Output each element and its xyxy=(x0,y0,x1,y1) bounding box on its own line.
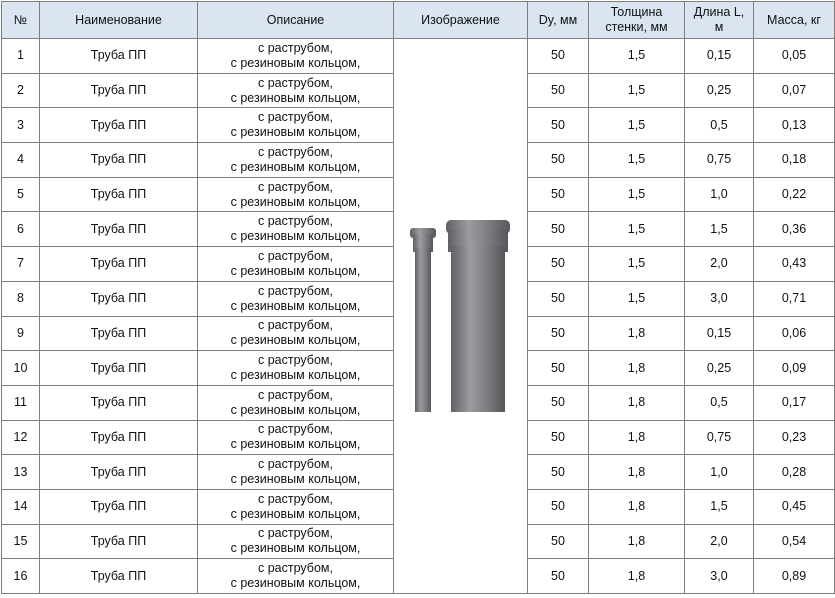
row-description-cell xyxy=(198,73,394,108)
header-row xyxy=(2,2,835,39)
description-line-2: с резиновым кольцом, xyxy=(230,333,361,348)
row-number-cell: 9 xyxy=(2,316,40,351)
row-length-cell: 3,0 xyxy=(685,281,754,316)
row-dy-cell: 50 xyxy=(528,455,589,490)
description-line-2: с резиновым кольцом, xyxy=(230,541,361,556)
row-description-cell xyxy=(198,489,394,524)
row-length-cell: 0,15 xyxy=(685,316,754,351)
row-length-cell: 0,25 xyxy=(685,351,754,386)
description-line-2: с резиновым кольцом, xyxy=(230,506,361,521)
header-name: Наименование xyxy=(40,2,198,39)
row-mass-cell: 0,17 xyxy=(754,385,835,420)
description-line-2: с резиновым кольцом, xyxy=(230,402,361,417)
row-mass-cell: 0,43 xyxy=(754,247,835,282)
description-line-2: с резиновым кольцом, xyxy=(230,159,361,174)
header-num: № xyxy=(2,2,40,39)
description-line-2: с резиновым кольцом, xyxy=(230,368,361,383)
row-mass-cell: 0,45 xyxy=(754,489,835,524)
row-wall-cell: 1,5 xyxy=(589,212,685,247)
row-number-cell: 7 xyxy=(2,247,40,282)
row-description-cell xyxy=(198,316,394,351)
row-length-cell: 3,0 xyxy=(685,559,754,594)
row-dy-cell: 50 xyxy=(528,108,589,143)
row-dy-cell: 50 xyxy=(528,143,589,178)
row-length-cell: 1,0 xyxy=(685,177,754,212)
row-name-cell: Труба ПП xyxy=(40,316,198,351)
description-line-2: с резиновым кольцом, xyxy=(230,55,361,70)
row-dy-cell: 50 xyxy=(528,281,589,316)
row-wall-cell: 1,8 xyxy=(589,489,685,524)
row-mass-cell: 0,71 xyxy=(754,281,835,316)
header-wall-line-2: стенки, мм xyxy=(605,20,668,34)
description-line-2: с резиновым кольцом, xyxy=(230,229,361,244)
header-length-line-2: м xyxy=(714,20,724,34)
description-line-2: с резиновым кольцом, xyxy=(230,437,361,452)
row-description-cell xyxy=(198,281,394,316)
description-line-1: с раструбом, xyxy=(258,353,333,368)
row-number-cell: 12 xyxy=(2,420,40,455)
description-line-1: с раструбом, xyxy=(258,422,333,437)
description-line-1: с раструбом, xyxy=(258,248,333,263)
row-name-cell: Труба ПП xyxy=(40,177,198,212)
row-description-cell xyxy=(198,524,394,559)
row-wall-cell: 1,5 xyxy=(589,73,685,108)
row-wall-cell: 1,5 xyxy=(589,177,685,212)
description-line-1: с раструбом, xyxy=(258,526,333,541)
row-wall-cell: 1,8 xyxy=(589,385,685,420)
row-number-cell: 5 xyxy=(2,177,40,212)
row-description-cell xyxy=(198,455,394,490)
row-name-cell: Труба ПП xyxy=(40,108,198,143)
header-description: Описание xyxy=(198,2,394,39)
row-name-cell: Труба ПП xyxy=(40,39,198,74)
header-length xyxy=(685,2,754,39)
row-number-cell: 2 xyxy=(2,73,40,108)
row-dy-cell: 50 xyxy=(528,73,589,108)
description-line-1: с раструбом, xyxy=(258,387,333,402)
row-length-cell: 0,15 xyxy=(685,39,754,74)
description-line-1: с раструбом, xyxy=(258,40,333,55)
description-line-1: с раструбом, xyxy=(258,561,333,576)
description-line-2: с резиновым кольцом, xyxy=(230,472,361,487)
row-length-cell: 1,5 xyxy=(685,489,754,524)
row-description-cell xyxy=(198,351,394,386)
row-length-cell: 0,25 xyxy=(685,73,754,108)
row-name-cell: Труба ПП xyxy=(40,281,198,316)
row-length-cell: 1,5 xyxy=(685,212,754,247)
row-name-cell: Труба ПП xyxy=(40,212,198,247)
header-wall-line-1: Толщина xyxy=(610,5,663,19)
description-line-1: с раструбом, xyxy=(258,283,333,298)
row-length-cell: 0,75 xyxy=(685,420,754,455)
row-mass-cell: 0,23 xyxy=(754,420,835,455)
row-mass-cell: 0,05 xyxy=(754,39,835,74)
row-number-cell: 1 xyxy=(2,39,40,74)
row-name-cell: Труба ПП xyxy=(40,489,198,524)
description-line-2: с резиновым кольцом, xyxy=(230,298,361,313)
row-name-cell: Труба ПП xyxy=(40,420,198,455)
description-line-2: с резиновым кольцом, xyxy=(230,125,361,140)
row-dy-cell: 50 xyxy=(528,524,589,559)
row-wall-cell: 1,8 xyxy=(589,559,685,594)
row-name-cell: Труба ПП xyxy=(40,455,198,490)
row-wall-cell: 1,8 xyxy=(589,420,685,455)
row-wall-cell: 1,8 xyxy=(589,351,685,386)
row-length-cell: 0,5 xyxy=(685,385,754,420)
header-mass: Масса, кг xyxy=(754,2,835,39)
row-dy-cell: 50 xyxy=(528,39,589,74)
row-number-cell: 11 xyxy=(2,385,40,420)
row-wall-cell: 1,8 xyxy=(589,455,685,490)
row-name-cell: Труба ПП xyxy=(40,73,198,108)
row-mass-cell: 0,54 xyxy=(754,524,835,559)
table-header xyxy=(2,2,835,39)
row-description-cell xyxy=(198,143,394,178)
row-description-cell xyxy=(198,177,394,212)
row-number-cell: 16 xyxy=(2,559,40,594)
row-mass-cell: 0,89 xyxy=(754,559,835,594)
row-mass-cell: 0,13 xyxy=(754,108,835,143)
row-dy-cell: 50 xyxy=(528,351,589,386)
row-number-cell: 10 xyxy=(2,351,40,386)
row-dy-cell: 50 xyxy=(528,177,589,212)
row-wall-cell: 1,5 xyxy=(589,39,685,74)
pipe-spec-table xyxy=(1,1,835,594)
row-wall-cell: 1,8 xyxy=(589,524,685,559)
row-dy-cell: 50 xyxy=(528,385,589,420)
row-description-cell xyxy=(198,212,394,247)
large-pipe-icon xyxy=(446,220,510,412)
row-mass-cell: 0,18 xyxy=(754,143,835,178)
row-mass-cell: 0,36 xyxy=(754,212,835,247)
row-dy-cell: 50 xyxy=(528,316,589,351)
row-number-cell: 15 xyxy=(2,524,40,559)
description-line-2: с резиновым кольцом, xyxy=(230,263,361,278)
row-description-cell xyxy=(198,108,394,143)
row-name-cell: Труба ПП xyxy=(40,351,198,386)
row-dy-cell: 50 xyxy=(528,247,589,282)
row-name-cell: Труба ПП xyxy=(40,385,198,420)
row-description-cell xyxy=(198,247,394,282)
row-wall-cell: 1,5 xyxy=(589,247,685,282)
table-body xyxy=(2,39,835,594)
row-number-cell: 14 xyxy=(2,489,40,524)
row-description-cell xyxy=(198,420,394,455)
row-number-cell: 6 xyxy=(2,212,40,247)
row-mass-cell: 0,07 xyxy=(754,73,835,108)
row-length-cell: 2,0 xyxy=(685,247,754,282)
row-dy-cell: 50 xyxy=(528,489,589,524)
pp-pipes-icon xyxy=(406,216,516,416)
description-line-1: с раструбом, xyxy=(258,457,333,472)
row-wall-cell: 1,5 xyxy=(589,281,685,316)
header-length-line-1: Длина L, xyxy=(693,5,745,19)
row-description-cell xyxy=(198,559,394,594)
row-mass-cell: 0,28 xyxy=(754,455,835,490)
description-line-1: с раструбом, xyxy=(258,214,333,229)
row-dy-cell: 50 xyxy=(528,559,589,594)
row-length-cell: 0,5 xyxy=(685,108,754,143)
description-line-1: с раструбом, xyxy=(258,318,333,333)
table-row xyxy=(2,39,835,74)
description-line-2: с резиновым кольцом, xyxy=(230,576,361,591)
header-dy: Dy, мм xyxy=(528,2,589,39)
row-length-cell: 1,0 xyxy=(685,455,754,490)
row-mass-cell: 0,06 xyxy=(754,316,835,351)
description-line-2: с резиновым кольцом, xyxy=(230,194,361,209)
row-description-cell xyxy=(198,39,394,74)
description-line-2: с резиновым кольцом, xyxy=(230,90,361,105)
row-length-cell: 0,75 xyxy=(685,143,754,178)
description-line-1: с раструбом, xyxy=(258,110,333,125)
header-wall-thickness xyxy=(589,2,685,39)
description-line-1: с раструбом, xyxy=(258,75,333,90)
row-description-cell xyxy=(198,385,394,420)
description-line-1: с раструбом, xyxy=(258,144,333,159)
row-name-cell: Труба ПП xyxy=(40,524,198,559)
row-length-cell: 2,0 xyxy=(685,524,754,559)
description-line-1: с раструбом, xyxy=(258,179,333,194)
row-number-cell: 3 xyxy=(2,108,40,143)
small-pipe-icon xyxy=(410,228,436,412)
row-mass-cell: 0,09 xyxy=(754,351,835,386)
row-wall-cell: 1,8 xyxy=(589,316,685,351)
header-image: Изображение xyxy=(394,2,528,39)
row-dy-cell: 50 xyxy=(528,420,589,455)
row-number-cell: 13 xyxy=(2,455,40,490)
row-name-cell: Труба ПП xyxy=(40,559,198,594)
image-cell xyxy=(394,39,528,594)
row-number-cell: 4 xyxy=(2,143,40,178)
row-name-cell: Труба ПП xyxy=(40,247,198,282)
row-dy-cell: 50 xyxy=(528,212,589,247)
row-name-cell: Труба ПП xyxy=(40,143,198,178)
description-line-1: с раструбом, xyxy=(258,491,333,506)
row-number-cell: 8 xyxy=(2,281,40,316)
row-mass-cell: 0,22 xyxy=(754,177,835,212)
row-wall-cell: 1,5 xyxy=(589,108,685,143)
row-wall-cell: 1,5 xyxy=(589,143,685,178)
